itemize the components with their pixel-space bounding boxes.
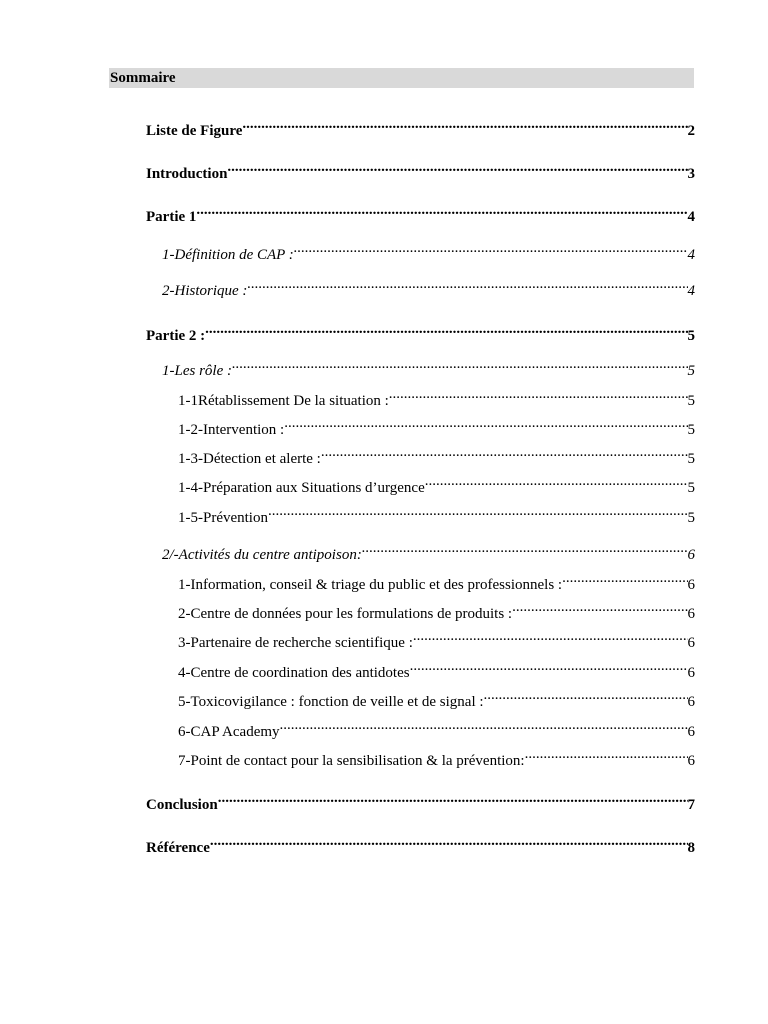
toc-entry-page: 4	[687, 209, 695, 225]
toc-entry-page: 5	[687, 328, 695, 344]
toc-entry[interactable]	[146, 113, 695, 139]
toc-entry-page: 6	[687, 547, 695, 563]
dot-leader	[284, 412, 687, 434]
toc-entry-label: 1-Définition de CAP :	[162, 247, 294, 263]
toc-entry-page: 6	[687, 665, 695, 681]
toc-entry[interactable]	[162, 537, 695, 563]
toc-entry[interactable]	[146, 787, 695, 813]
dot-leader	[232, 353, 688, 375]
toc-entry-page: 5	[687, 451, 695, 467]
toc-entry-label: Partie 2 :	[146, 328, 206, 344]
toc-entry-page: 5	[687, 480, 695, 496]
toc-entry[interactable]	[178, 743, 695, 769]
toc-entry-page: 3	[687, 166, 695, 182]
toc-entry-page: 6	[687, 577, 695, 593]
toc-entry-label: 1-Information, conseil & triage du public et des professionnels :	[178, 577, 563, 593]
dot-leader	[280, 714, 688, 736]
toc-entry[interactable]	[162, 273, 695, 299]
toc-entry[interactable]	[178, 567, 695, 593]
toc-entry-page: 7	[687, 797, 695, 813]
toc-entry[interactable]	[146, 318, 695, 344]
dot-leader	[512, 596, 687, 618]
toc-entry-page: 6	[687, 694, 695, 710]
toc-entry[interactable]	[178, 684, 695, 710]
toc-entry-label: 3-Partenaire de recherche scientifique :	[178, 635, 413, 651]
toc-entry-label: 2-Centre de données pour les formulations de produits :	[178, 606, 513, 622]
toc-entry-page: 8	[687, 840, 695, 856]
toc-entry-page: 5	[687, 510, 695, 526]
toc-entry[interactable]	[162, 353, 695, 379]
toc-entry-page: 6	[687, 724, 695, 740]
toc-entry[interactable]	[146, 156, 695, 182]
dot-leader	[321, 441, 688, 463]
toc-entry[interactable]	[178, 383, 695, 409]
toc-entry-label: Introduction	[146, 166, 228, 182]
toc-entry-page: 5	[687, 363, 695, 379]
dot-leader	[413, 625, 688, 647]
toc-entry[interactable]	[146, 830, 695, 856]
toc-title: Sommaire	[109, 68, 694, 88]
toc-entry-label: 1-3-Détection et alerte :	[178, 451, 321, 467]
dot-leader	[242, 113, 687, 135]
dot-leader	[562, 567, 687, 589]
toc-entry-label: 1-2-Intervention :	[178, 422, 285, 438]
dot-leader	[525, 743, 688, 765]
dot-leader	[410, 655, 688, 677]
toc-entry[interactable]	[178, 441, 695, 467]
toc-entry[interactable]	[178, 500, 695, 526]
dot-leader	[389, 383, 688, 405]
toc-entry[interactable]	[178, 412, 695, 438]
toc-entry[interactable]	[162, 237, 695, 263]
toc-entry[interactable]	[178, 625, 695, 651]
toc-entry[interactable]	[146, 199, 695, 225]
toc-entry[interactable]	[178, 655, 695, 681]
toc-entry[interactable]	[178, 714, 695, 740]
toc-entry-label: 2-Historique :	[162, 283, 248, 299]
toc-entry-label: 2/-Activités du centre antipoison:	[162, 547, 362, 563]
toc-entry-label: 6-CAP Academy	[178, 724, 280, 740]
dot-leader	[247, 273, 687, 295]
toc-entry-label: 1-4-Préparation aux Situations d’urgence	[178, 480, 425, 496]
toc-entry[interactable]	[178, 470, 695, 496]
toc-entry[interactable]	[178, 596, 695, 622]
toc-entry-page: 5	[687, 393, 695, 409]
toc-entry-label: Partie 1	[146, 209, 197, 225]
toc-entry-label: 1-Les rôle :	[162, 363, 232, 379]
dot-leader	[210, 830, 688, 852]
toc-entry-page: 2	[687, 123, 695, 139]
dot-leader	[484, 684, 688, 706]
dot-leader	[362, 537, 688, 559]
dot-leader	[218, 787, 688, 809]
toc-entry-label: 1-5-Prévention	[178, 510, 268, 526]
dot-leader	[425, 470, 688, 492]
toc-entry-label: 1-1Rétablissement De la situation :	[178, 393, 389, 409]
toc-entry-label: Liste de Figure	[146, 123, 243, 139]
dot-leader	[268, 500, 688, 522]
toc-entry-label: Conclusion	[146, 797, 218, 813]
toc-entry-label: 4-Centre de coordination des antidotes	[178, 665, 410, 681]
toc-entry-page: 6	[687, 606, 695, 622]
toc-entry-label: Référence	[146, 840, 210, 856]
dot-leader	[227, 156, 687, 178]
toc-entry-label: 5-Toxicovigilance : fonction de veille et de signal :	[178, 694, 484, 710]
toc-entry-page: 6	[687, 635, 695, 651]
toc-entry-page: 5	[687, 422, 695, 438]
toc-entry-page: 4	[687, 283, 695, 299]
dot-leader	[205, 318, 687, 340]
dot-leader	[196, 199, 687, 221]
toc-entry-label: 7-Point de contact pour la sensibilisation & la prévention:	[178, 753, 525, 769]
dot-leader	[294, 237, 688, 259]
toc-entry-page: 4	[687, 247, 695, 263]
toc-entry-page: 6	[687, 753, 695, 769]
